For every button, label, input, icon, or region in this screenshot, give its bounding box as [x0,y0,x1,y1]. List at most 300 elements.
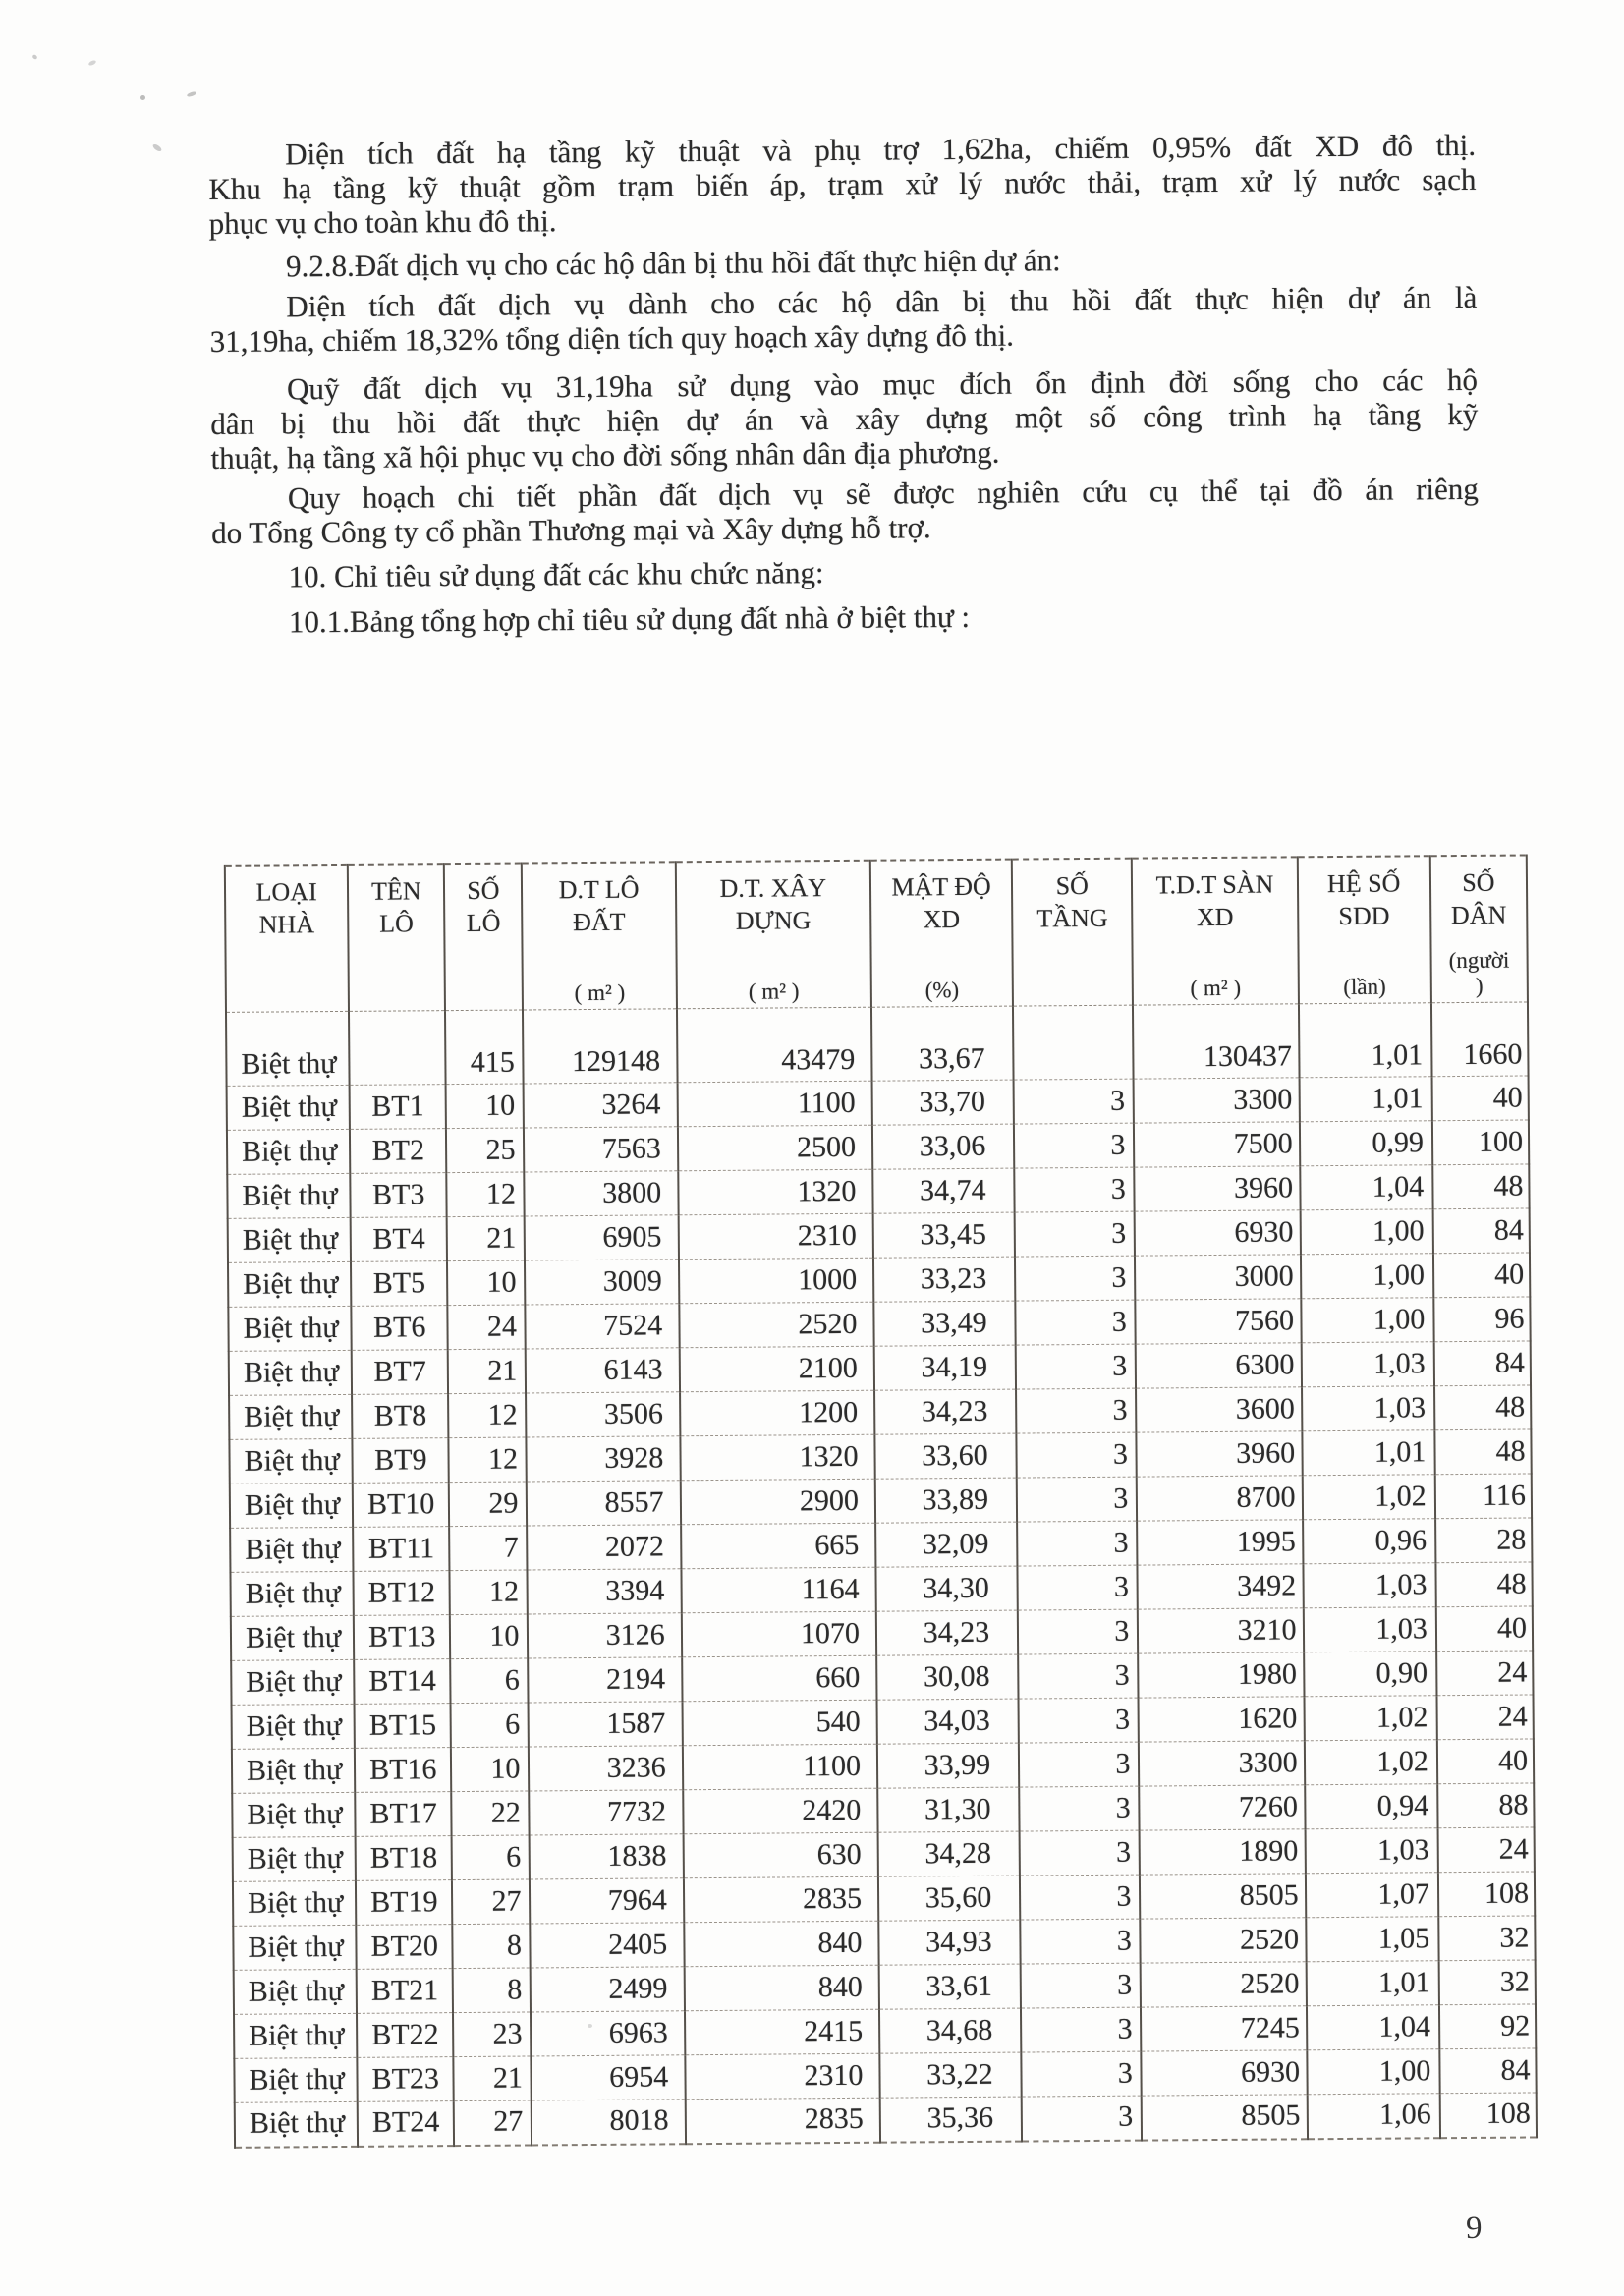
column-label: SỐ LÔ [466,875,501,937]
cell: 3 [1017,1521,1138,1566]
cell: 2500 [678,1125,873,1171]
cell: 3 [1019,1698,1140,1743]
cell: 3236 [529,1746,683,1791]
cell: 1070 [681,1611,876,1657]
cell: 3 [1015,1256,1136,1301]
cell: Biệt thự [247,1841,343,1876]
cell: 24 [1436,1651,1534,1696]
cell: 7560 [1136,1299,1302,1344]
column-label: SỐ TẦNG [1036,870,1108,933]
cell: Biệt thự [246,1753,343,1787]
cell: 1,01 [1299,1003,1432,1078]
cell: 10 [446,1084,524,1129]
cell: 3 [1020,1830,1141,1876]
cell: 540 [682,1700,877,1746]
ink-speck [140,95,145,100]
cell: 129148 [523,1009,677,1084]
cell: BT14 [354,1659,450,1705]
table-header [225,855,1528,1012]
cell: 48 [1434,1385,1532,1430]
cell: 1,04 [1307,2005,1440,2050]
cell: Biệt thự [242,1178,338,1212]
cell: BT9 [353,1438,449,1484]
cell: 34,74 [872,1168,1015,1213]
cell: 7524 [526,1304,680,1349]
cell: 10 [447,1260,525,1306]
cell: 3126 [528,1613,682,1658]
cell: BT19 [356,1880,452,1926]
cell: BT5 [351,1261,447,1307]
column-unit: ( m² ) [1190,975,1242,1001]
cell: 3 [1018,1609,1139,1654]
p-detail-plan-line-1: Quy hoạch chi tiết phần đất dịch vụ sẽ được nghiên cứu cụ thể tại đồ án riêng [287,471,1479,516]
cell: 108 [1439,2093,1537,2138]
cell: 33,45 [873,1212,1016,1258]
cell: 2520 [1141,1918,1307,1963]
cell: 33,22 [879,2052,1022,2098]
column-header-1 [348,864,445,1011]
cell: 1320 [680,1434,875,1481]
column-header-7 [1132,857,1298,1005]
header-row [225,855,1528,1012]
column-unit: (%) [924,978,960,1003]
cell: 27 [452,1879,530,1925]
cell: 1200 [680,1390,875,1436]
p-infra-line-3: phục vụ cho toàn khu đô thị. [208,203,557,241]
table-row-BT24 [235,2093,1537,2147]
cell: BT7 [352,1350,448,1395]
cell: 3394 [528,1569,682,1614]
column-label: D.T. XÂY DỰNG [719,873,827,935]
cell: 2900 [680,1479,875,1525]
cell: 96 [1433,1297,1531,1342]
cell: 3 [1016,1388,1137,1433]
p-service-fund-line-1: Quỹ đất dịch vụ 31,19ha sử dụng vào mục đích ổn định đời sống cho các hộ [286,362,1479,407]
cell: 8505 [1142,2095,1308,2140]
cell: 1,03 [1305,1828,1438,1874]
cell: BT23 [358,2057,454,2102]
cell: 1320 [678,1169,873,1215]
cell: 24 [1437,1827,1535,1873]
cell: 12 [449,1437,527,1483]
cell: 35,36 [880,2097,1023,2142]
cell: BT24 [358,2101,454,2147]
cell: 1890 [1140,1829,1306,1875]
p-infra-line-2: Khu hạ tầng kỹ thuật gồm trạm biến áp, trạm xử lý nước thải, trạm xử lý nước sạch [208,161,1477,206]
cell: 130437 [1133,1004,1299,1079]
cell: 7964 [530,1878,684,1924]
cell: 6300 [1136,1343,1302,1388]
cell: 1100 [677,1081,872,1127]
cell: 48 [1434,1429,1532,1475]
cell: 8 [453,1924,531,1969]
cell: BT20 [356,1925,452,1970]
cell [1013,1005,1134,1080]
cell: Biệt thự [247,1885,344,1920]
cell: 3600 [1136,1387,1302,1432]
cell: 415 [445,1010,524,1085]
column-label: SỐ DÂN [1450,868,1507,930]
cell: 1164 [681,1567,876,1613]
cell: 12 [447,1172,525,1217]
h-9-2-8-line-1: 9.2.8.Đất dịch vụ cho các hộ dân bị thu hồi đất thực hiện dự án: [285,243,1061,284]
cell: 665 [681,1523,876,1569]
cell: 100 [1432,1120,1530,1165]
column-label: MẬT ĐỘ XD [891,871,991,934]
cell: Biệt thự [243,1355,340,1389]
cell: BT8 [352,1394,448,1439]
cell: Biệt thự [241,1047,337,1081]
h-9-2-8 [209,240,1477,284]
cell: 1100 [683,1744,878,1790]
cell: 32 [1438,1960,1536,2005]
cell: 2194 [529,1657,683,1703]
cell: Biệt thự [245,1576,341,1610]
cell: Biệt thự [245,1532,341,1566]
cell: Biệt thự [243,1266,339,1301]
cell: 3 [1016,1344,1137,1389]
column-header-0 [225,865,349,1012]
cell: 3960 [1137,1431,1303,1477]
column-unit: ( m² ) [574,980,626,1006]
cell: 32,09 [875,1522,1018,1567]
cell: 3 [1019,1786,1140,1831]
cell: Biệt thự [241,1134,338,1168]
column-unit [446,1007,522,1008]
cell: 2520 [1141,1962,1307,2007]
cell: 33,60 [874,1433,1017,1479]
cell: 40 [1437,1739,1535,1784]
cell: BT17 [355,1792,451,1837]
cell: 8557 [527,1481,681,1526]
cell: Biệt thự [243,1311,339,1345]
ink-speck [151,143,162,153]
cell: 1620 [1139,1697,1305,1742]
cell: 8505 [1140,1874,1306,1919]
cell: BT11 [353,1527,449,1572]
cell: 2835 [684,1876,879,1923]
cell: Biệt thự [246,1664,342,1699]
cell: BT15 [355,1704,451,1749]
cell: 3960 [1135,1166,1301,1211]
p-infra-line-1: Diện tích đất hạ tầng kỹ thuật và phụ trợ 1,62ha, chiếm 0,95% đất XD đô thị. [284,127,1477,172]
cell: 84 [1432,1208,1530,1254]
column-label: HỆ SỐ SDD [1326,868,1401,930]
column-label: TÊN LÔ [370,876,421,938]
cell: 1995 [1137,1520,1303,1565]
cell: 6 [450,1658,528,1704]
cell: 33,61 [879,1964,1022,2009]
p-detail-plan [211,472,1480,550]
cell [349,1011,446,1086]
cell: 3492 [1138,1564,1304,1609]
cell: 3 [1018,1565,1139,1610]
cell: 3 [1022,2051,1143,2097]
table-body [226,1002,1537,2147]
cell: 34,19 [874,1345,1017,1390]
cell: Biệt thự [249,2062,345,2097]
column-header-5 [870,860,1013,1008]
cell: 7732 [530,1790,684,1835]
p-detail-plan-line-2: do Tổng Công ty cổ phần Thương mại và Xây dựng hỗ trợ. [211,510,931,550]
cell: 34,93 [878,1920,1021,1965]
cell: 1838 [530,1834,684,1879]
cell: 116 [1435,1474,1533,1519]
cell: 2415 [685,2009,880,2055]
cell: 3300 [1139,1741,1305,1786]
column-header-2 [444,864,523,1011]
cell: 27 [454,2100,532,2146]
cell: 7500 [1134,1122,1300,1167]
cell: 33,06 [872,1124,1015,1169]
cell: BT22 [357,2013,453,2058]
cell: 34,28 [878,1831,1021,1876]
cell: 3 [1019,1742,1140,1787]
cell: 48 [1435,1562,1533,1607]
cell: BT1 [350,1085,446,1130]
cell: 1,03 [1303,1607,1436,1652]
cell: 21 [454,2056,532,2101]
cell: Biệt thự [249,2106,346,2140]
h-10-line-1: 10. Chỉ tiêu sử dụng đất các khu chức năng: [288,555,824,594]
cell: 2072 [528,1525,682,1570]
cell: 2499 [531,1967,685,2012]
cell: 2520 [679,1302,874,1348]
cell: 1,03 [1301,1342,1434,1387]
cell: 40 [1431,1076,1529,1121]
column-header-4 [675,861,870,1009]
cell: 2405 [531,1923,685,1968]
cell: 6954 [532,2055,686,2100]
cell: 6930 [1142,2050,1308,2096]
cell: 1,00 [1301,1254,1434,1299]
h-10 [211,550,1479,594]
cell: 10 [450,1614,528,1659]
column-label: LOẠI NHÀ [255,877,317,939]
ink-speck [31,54,37,60]
cell: Biệt thự [244,1443,340,1478]
page-content [208,127,1531,2149]
column-unit: (người ) [1448,947,1510,998]
cell: Biệt thự [246,1708,342,1743]
cell: 3 [1020,1875,1141,1920]
cell: 12 [450,1570,528,1615]
cell: 1,04 [1300,1165,1433,1210]
cell: 33,70 [872,1080,1015,1125]
cell: Biệt thự [245,1620,342,1654]
cell: 40 [1433,1253,1531,1298]
cell: Biệt thự [248,1974,345,2008]
cell: 3000 [1135,1255,1301,1300]
cell: 1,00 [1307,2049,1440,2095]
p-service-fund-line-3: thuật, hạ tầng xã hội phục vụ cho đời sống nhân dân địa phương. [210,434,1000,476]
cell: Biệt thự [248,1930,344,1964]
cell: BT21 [357,1969,453,2014]
cell: 1000 [679,1258,874,1304]
cell: Biệt thự [249,2018,345,2052]
cell: 1,02 [1304,1740,1437,1785]
cell: 1980 [1138,1652,1304,1698]
cell: Biệt thự [244,1399,340,1433]
cell: 34,23 [876,1610,1019,1655]
cell: 2100 [679,1346,874,1392]
cell: 7563 [524,1127,678,1172]
cell: 3 [1017,1477,1138,1522]
cell: 6930 [1135,1210,1301,1256]
cell: 7245 [1141,2006,1307,2051]
ink-speck [187,91,197,98]
p-service-area [209,280,1478,359]
cell: 1,06 [1307,2094,1440,2139]
cell: 840 [684,1965,879,2011]
cell: Biệt thự [241,1090,337,1124]
column-label: D.T LÔ ĐẤT [558,874,640,937]
cell: 33,49 [873,1301,1016,1346]
cell: 88 [1437,1783,1535,1828]
text-block [208,128,1480,640]
cell: BT4 [351,1217,447,1262]
cell: BT13 [354,1615,450,1660]
cell: 84 [1433,1341,1531,1386]
page-number: 9 [1466,2211,1483,2246]
p-service-fund-line-2: dân bị thu hồi đất thực hiện dự án và xây dựng một số công trình hạ tầng kỹ [210,396,1479,441]
cell: 3 [1022,2096,1143,2141]
cell: BT12 [354,1571,450,1616]
cell: 10 [451,1747,529,1792]
cell: 3928 [527,1436,681,1482]
cell: 3264 [524,1083,678,1128]
cell: 0,99 [1299,1121,1432,1166]
cell: 1,03 [1303,1563,1436,1608]
p-service-fund [210,363,1479,476]
cell: 84 [1439,2048,1537,2094]
column-header-8 [1297,856,1430,1004]
cell: 34,68 [879,2008,1022,2053]
cell: 3210 [1138,1608,1304,1653]
cell: 6143 [526,1348,680,1393]
column-header-6 [1012,859,1133,1006]
cell: BT2 [350,1129,446,1174]
cell: 21 [447,1216,525,1261]
cell: 40 [1436,1606,1534,1652]
cell: 1587 [529,1702,683,1747]
cell: 8700 [1137,1476,1303,1521]
cell: 43479 [677,1007,872,1083]
cell: 2835 [685,2098,880,2144]
cell: 1,07 [1306,1873,1439,1918]
cell: 35,60 [878,1876,1021,1921]
cell: 3 [1021,2007,1142,2052]
cell: 660 [682,1655,877,1702]
cell: 48 [1432,1164,1530,1209]
cell: BT10 [353,1483,449,1528]
cell: 0,96 [1303,1519,1436,1564]
cell: 33,89 [875,1478,1018,1523]
cell: 33,67 [871,1006,1014,1081]
cell: BT3 [350,1173,446,1218]
column-unit: ( m² ) [748,979,800,1004]
h-10-1-line-1: 10.1.Bảng tổng hợp chỉ tiêu sử dụng đất nhà ở biệt thự : [288,598,971,640]
cell: 33,23 [873,1257,1016,1302]
cell: 23 [453,2012,531,2057]
cell: 3 [1015,1211,1136,1257]
cell: 21 [448,1349,526,1394]
cell: 34,23 [874,1389,1017,1434]
cell: 3800 [525,1171,679,1216]
cell: 0,94 [1305,1784,1438,1829]
cell: 840 [684,1921,879,1967]
cell: 1,02 [1302,1475,1435,1520]
cell: BT16 [355,1748,451,1793]
cell: Biệt thự [247,1797,343,1831]
cell: 31,30 [877,1787,1020,1832]
cell: 6 [451,1703,529,1748]
cell: 1660 [1431,1002,1529,1077]
cell: 2420 [683,1788,878,1834]
p-service-area-line-1: Diện tích đất dịch vụ dành cho các hộ dân bị thu hồi đất thực hiện dự án là [286,279,1478,324]
cell: 3 [1020,1919,1141,1964]
cell: 108 [1438,1872,1536,1917]
cell: 8018 [532,2100,686,2145]
cell: 8 [453,1968,531,2013]
cell: BT18 [356,1836,452,1881]
cell: 3506 [526,1392,680,1437]
column-header-9 [1430,855,1528,1002]
cell: 6 [452,1835,530,1880]
cell: 30,08 [876,1654,1019,1700]
cell: 32 [1438,1916,1536,1961]
cell: 6963 [531,2011,685,2056]
cell: 1,00 [1301,1298,1434,1343]
cell: 3 [1015,1300,1136,1345]
p-service-area-line-2: 31,19ha, chiếm 18,32% tổng diện tích quy hoạch xây dựng đô thị. [209,317,1015,359]
cell: 22 [452,1791,530,1836]
column-unit: (lần) [1343,974,1386,999]
cell: 3009 [525,1260,679,1305]
cell: 2310 [685,2053,880,2100]
column-unit [227,1008,348,1009]
cell: 1,01 [1299,1077,1432,1122]
cell: 1,01 [1302,1430,1435,1476]
cell: 0,90 [1304,1652,1437,1697]
cell: 28 [1435,1518,1533,1563]
cell: Biệt thự [242,1222,339,1257]
cell: 24 [448,1305,526,1350]
cell: 34,30 [875,1566,1018,1611]
cell: 29 [449,1482,527,1527]
cell: 7 [449,1526,527,1571]
cell: 1,02 [1304,1696,1437,1741]
column-label: T.D.T SÀN XD [1155,869,1274,932]
cell: 1,01 [1306,1961,1439,2006]
h-10-1 [212,595,1480,640]
cell: Biệt thự [244,1487,341,1522]
cell: 2310 [678,1213,873,1260]
cell: 12 [448,1393,526,1438]
cell: 25 [446,1128,524,1173]
cell: 630 [683,1832,878,1878]
cell: 3 [1018,1653,1139,1699]
p-infra [208,128,1477,241]
column-unit [1014,1002,1132,1003]
cell: 3 [1021,1963,1142,2008]
cell: 1,00 [1300,1209,1433,1255]
cell: 3 [1017,1432,1138,1478]
cell: 3 [1014,1123,1135,1168]
cell: 24 [1436,1695,1534,1740]
cell: 1,05 [1306,1917,1439,1962]
cell: 3300 [1134,1078,1300,1123]
